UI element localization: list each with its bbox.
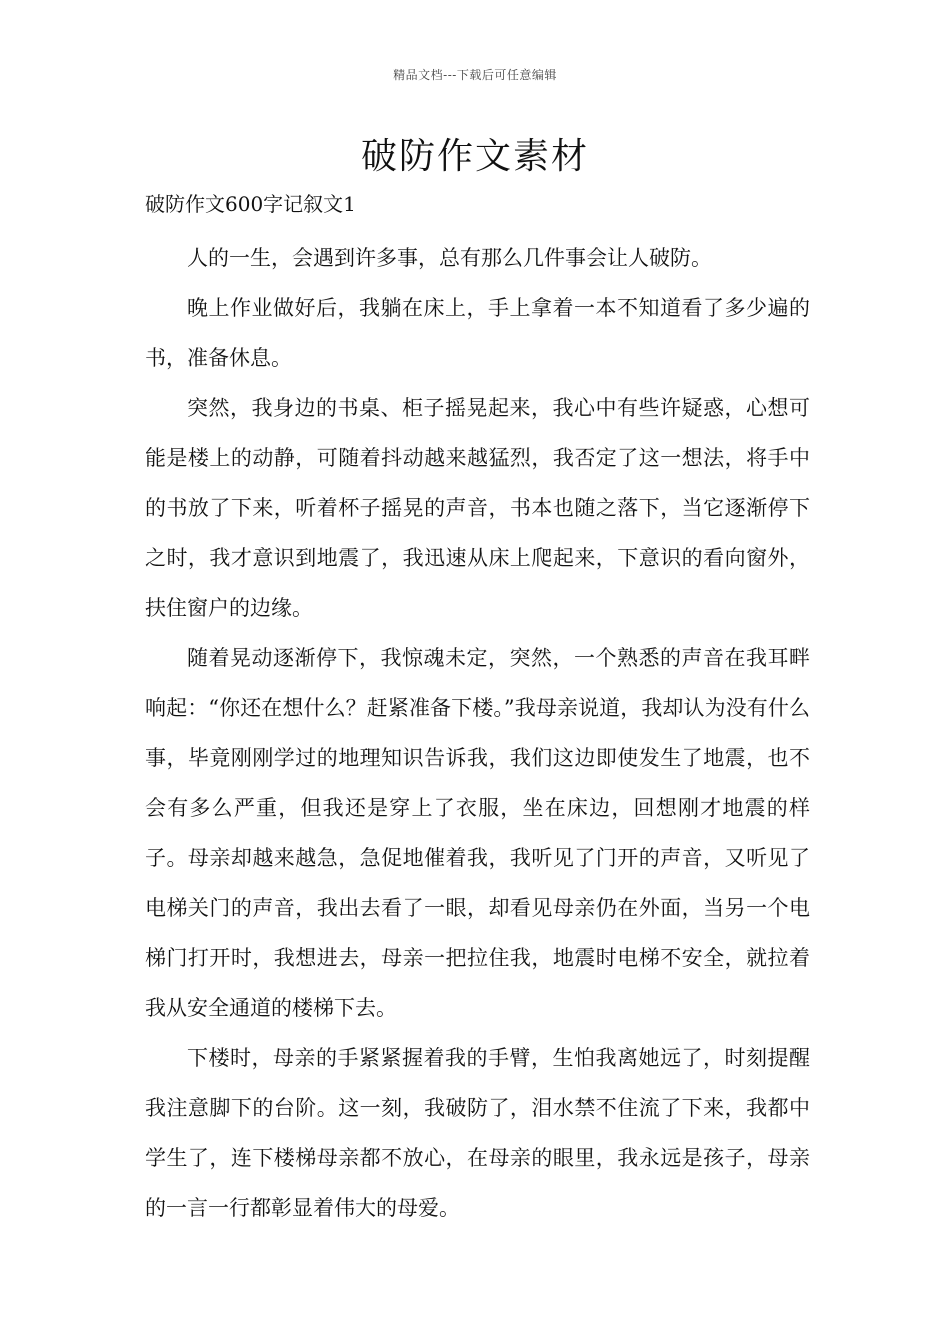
document-subtitle: 破防作文600字记叙文1 (145, 192, 356, 216)
paragraph: 人的一生，会遇到许多事，总有那么几件事会让人破防。 (187, 246, 712, 270)
document-title: 破防作文素材 (360, 136, 589, 177)
document-body (145, 233, 810, 1233)
paragraph: 下楼时，母亲的手紧紧握着我的手臂，生怕我离她远了，时刻提醒我注意脚下的台阶。这一刻，我破防了，泪水禁不住流了下来，我都中学生了，连下楼梯母亲都不放心，在母亲的眼里，我永远是孩子，母亲的一言一行都彰显着伟大的母爱。 (145, 1046, 810, 1220)
paragraph: 随着晃动逐渐停下，我惊魂未定，突然，一个熟悉的声音在我耳畔响起：“你还在想什么？赶紧准备下楼。”我母亲说道，我却认为没有什么事，毕竟刚刚学过的地理知识告诉我，我们这边即使发生了地震，也不会有多么严重，但我还是穿上了衣服，坐在床边，回想刚才地震的样子。母亲却越来越急，急促地催着我，我听见了门开的声音，又听见了电梯关门的声音，我出去看了一眼，却看见母亲仍在外面，当另一个电梯门打开时，我想进去，母亲一把拉住我，地震时电梯不安全，就拉着我从安全通道的楼梯下去。 (145, 646, 810, 1020)
paragraph: 晚上作业做好后，我躺在床上，手上拿着一本不知道看了多少遍的书，准备休息。 (145, 296, 810, 370)
header-note: 精品文档---下载后可任意编辑 (393, 68, 557, 82)
paragraph: 突然，我身边的书桌、柜子摇晃起来，我心中有些许疑惑，心想可能是楼上的动静，可随着抖动越来越猛烈，我否定了这一想法，将手中的书放了下来，听着杯子摇晃的声音，书本也随之落下，当它逐渐停下之时，我才意识到地震了，我迅速从床上爬起来，下意识的看向窗外，扶住窗户的边缘。 (145, 396, 810, 620)
